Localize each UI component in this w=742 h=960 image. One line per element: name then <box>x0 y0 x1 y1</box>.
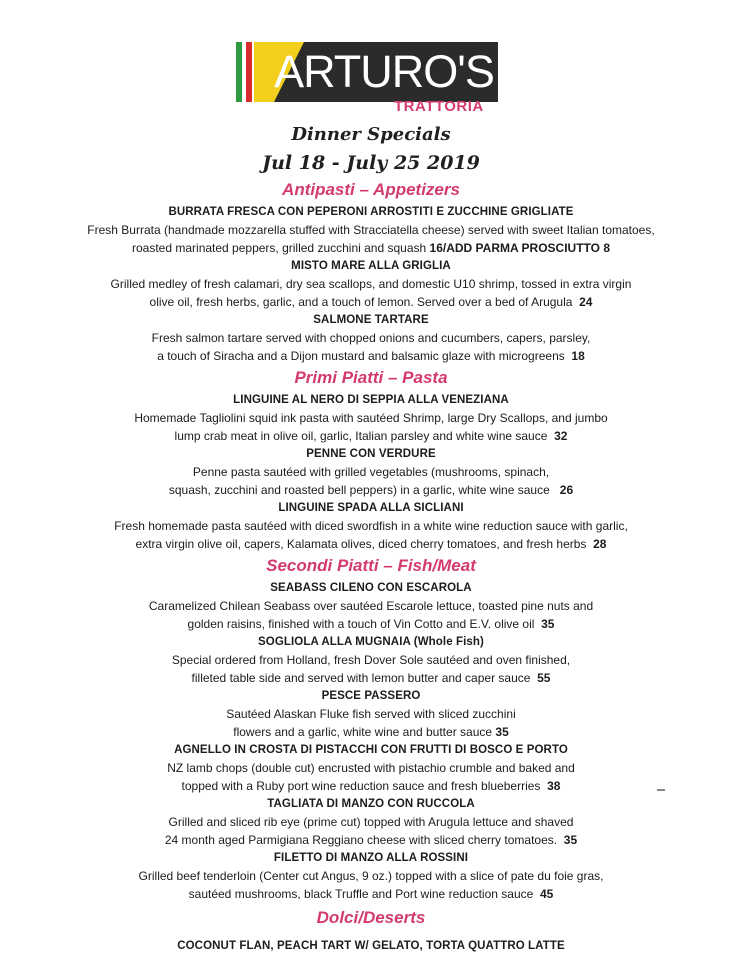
item-price: 18 <box>571 349 585 363</box>
item-description: Special ordered from Holland, fresh Dover Sole sautéed and oven finished, <box>171 653 571 667</box>
item-description: a touch of Siracha and a Dijon mustard and balsamic glaze with microgreens 18 <box>157 349 585 363</box>
item-price: 24 <box>579 295 593 309</box>
item-description: NZ lamb chops (double cut) encrusted with pistachio crumble and baked and <box>167 761 575 775</box>
logo-flag-red <box>246 42 252 102</box>
item-description: extra virgin olive oil, capers, Kalamata olives, diced cherry tomatoes, and fresh herbs 28 <box>135 537 607 551</box>
item-title: LINGUINE AL NERO DI SEPPIA ALLA VENEZIANA <box>233 394 509 406</box>
scan-mark <box>657 789 665 791</box>
specials-title: Dinner Specials <box>291 124 451 145</box>
item-description: filleted table side and served with lemon butter and caper sauce 55 <box>191 671 551 685</box>
item-description: Grilled beef tenderloin (Center cut Angus, 9 oz.) topped with a slice of pate du foie gras, <box>138 869 604 883</box>
item-description: sautéed mushrooms, black Truffle and Port wine reduction sauce 45 <box>188 887 554 901</box>
item-description: squash, zucchini and roasted bell peppers) in a garlic, white wine sauce 26 <box>168 483 574 497</box>
section-title-dolci: Dolci/Deserts <box>316 908 426 927</box>
logo-wordmark: ARTURO'S <box>274 46 494 97</box>
item-description: topped with a Ruby port wine reduction sauce and fresh blueberries 38 <box>181 779 561 793</box>
item-title: FILETTO DI MANZO ALLA ROSSINI <box>273 852 469 864</box>
item-price: 35 <box>563 833 578 847</box>
item-description: Penne pasta sautéed with grilled vegetables (mushrooms, spinach, <box>192 465 550 479</box>
item-description: lump crab meat in olive oil, garlic, Italian parsley and white wine sauce 32 <box>174 429 568 443</box>
item-description: golden raisins, finished with a touch of Vin Cotto and E.V. olive oil 35 <box>187 617 555 631</box>
item-description: Grilled and sliced rib eye (prime cut) topped with Arugula lettuce and shaved <box>168 815 574 829</box>
item-price: 32 <box>554 429 568 443</box>
item-price: 35 <box>541 617 555 631</box>
item-description: Sautéed Alaskan Fluke fish served with sliced zucchini <box>226 707 516 721</box>
item-price: 45 <box>539 887 554 901</box>
item-title: AGNELLO IN CROSTA DI PISTACCHI CON FRUTTI DI BOSCO E PORTO <box>174 744 568 756</box>
item-title: PENNE CON VERDURE <box>306 448 436 460</box>
item-description: Homemade Tagliolini squid ink pasta with sautéed Shrimp, large Dry Scallops, and jumbo <box>134 411 608 425</box>
item-title: PESCE PASSERO <box>321 690 421 702</box>
item-description: olive oil, fresh herbs, garlic, and a touch of lemon. Served over a bed of Arugula 24 <box>149 295 593 309</box>
item-title: SOGLIOLA ALLA MUGNAIA (Whole Fish) <box>258 636 484 648</box>
item-title: BURRATA FRESCA CON PEPERONI ARROSTITI E ZUCCHINE GRIGLIATE <box>168 206 574 218</box>
item-description: Grilled medley of fresh calamari, dry sea scallops, and domestic U10 shrimp, tossed in extra virgin <box>110 277 632 291</box>
restaurant-logo <box>236 42 498 102</box>
section-title-antipasti: Antipasti – Appetizers <box>282 180 460 199</box>
item-title: SEABASS CILENO CON ESCAROLA <box>270 582 472 594</box>
item-title: COCONUT FLAN, PEACH TART W/ GELATO, TORTA QUATTRO LATTE <box>177 940 565 952</box>
item-title: MISTO MARE ALLA GRIGLIA <box>291 260 451 272</box>
section-title-secondi: Secondi Piatti – Fish/Meat <box>266 556 476 575</box>
item-price: 26 <box>559 483 574 497</box>
item-description: 24 month aged Parmigiana Reggiano cheese with sliced cherry tomatoes. 35 <box>164 833 578 847</box>
item-title: LINGUINE SPADA ALLA SICLIANI <box>278 502 464 514</box>
logo-subtitle: TRATTORIA <box>394 98 484 115</box>
item-description: roasted marinated peppers, grilled zucchini and squash 16/ADD PARMA PROSCIUTTO 8 <box>132 241 610 255</box>
item-price: 38 <box>547 779 561 793</box>
section-title-primi: Primi Piatti – Pasta <box>294 368 448 387</box>
item-price: 16/ADD PARMA PROSCIUTTO 8 <box>429 241 610 255</box>
item-description: Fresh salmon tartare served with chopped onions and cucumbers, capers, parsley, <box>151 331 591 345</box>
item-title: SALMONE TARTARE <box>313 314 429 326</box>
item-description: Fresh homemade pasta sautéed with diced swordfish in a white wine reduction sauce with garlic, <box>114 519 628 533</box>
item-price: 35 <box>495 725 509 739</box>
item-price: 28 <box>593 537 607 551</box>
item-description: Caramelized Chilean Seabass over sautéed Escarole lettuce, toasted pine nuts and <box>148 599 594 613</box>
item-description: Fresh Burrata (handmade mozzarella stuffed with Stracciatella cheese) served with sweet Italian tomatoes, <box>87 223 655 237</box>
specials-dates: Jul 18 - July 25 2019 <box>262 152 480 174</box>
item-title: TAGLIATA DI MANZO CON RUCCOLA <box>267 798 475 810</box>
menu-content <box>40 177 702 955</box>
item-description: flowers and a garlic, white wine and butter sauce 35 <box>233 725 509 739</box>
item-price: 55 <box>537 671 551 685</box>
